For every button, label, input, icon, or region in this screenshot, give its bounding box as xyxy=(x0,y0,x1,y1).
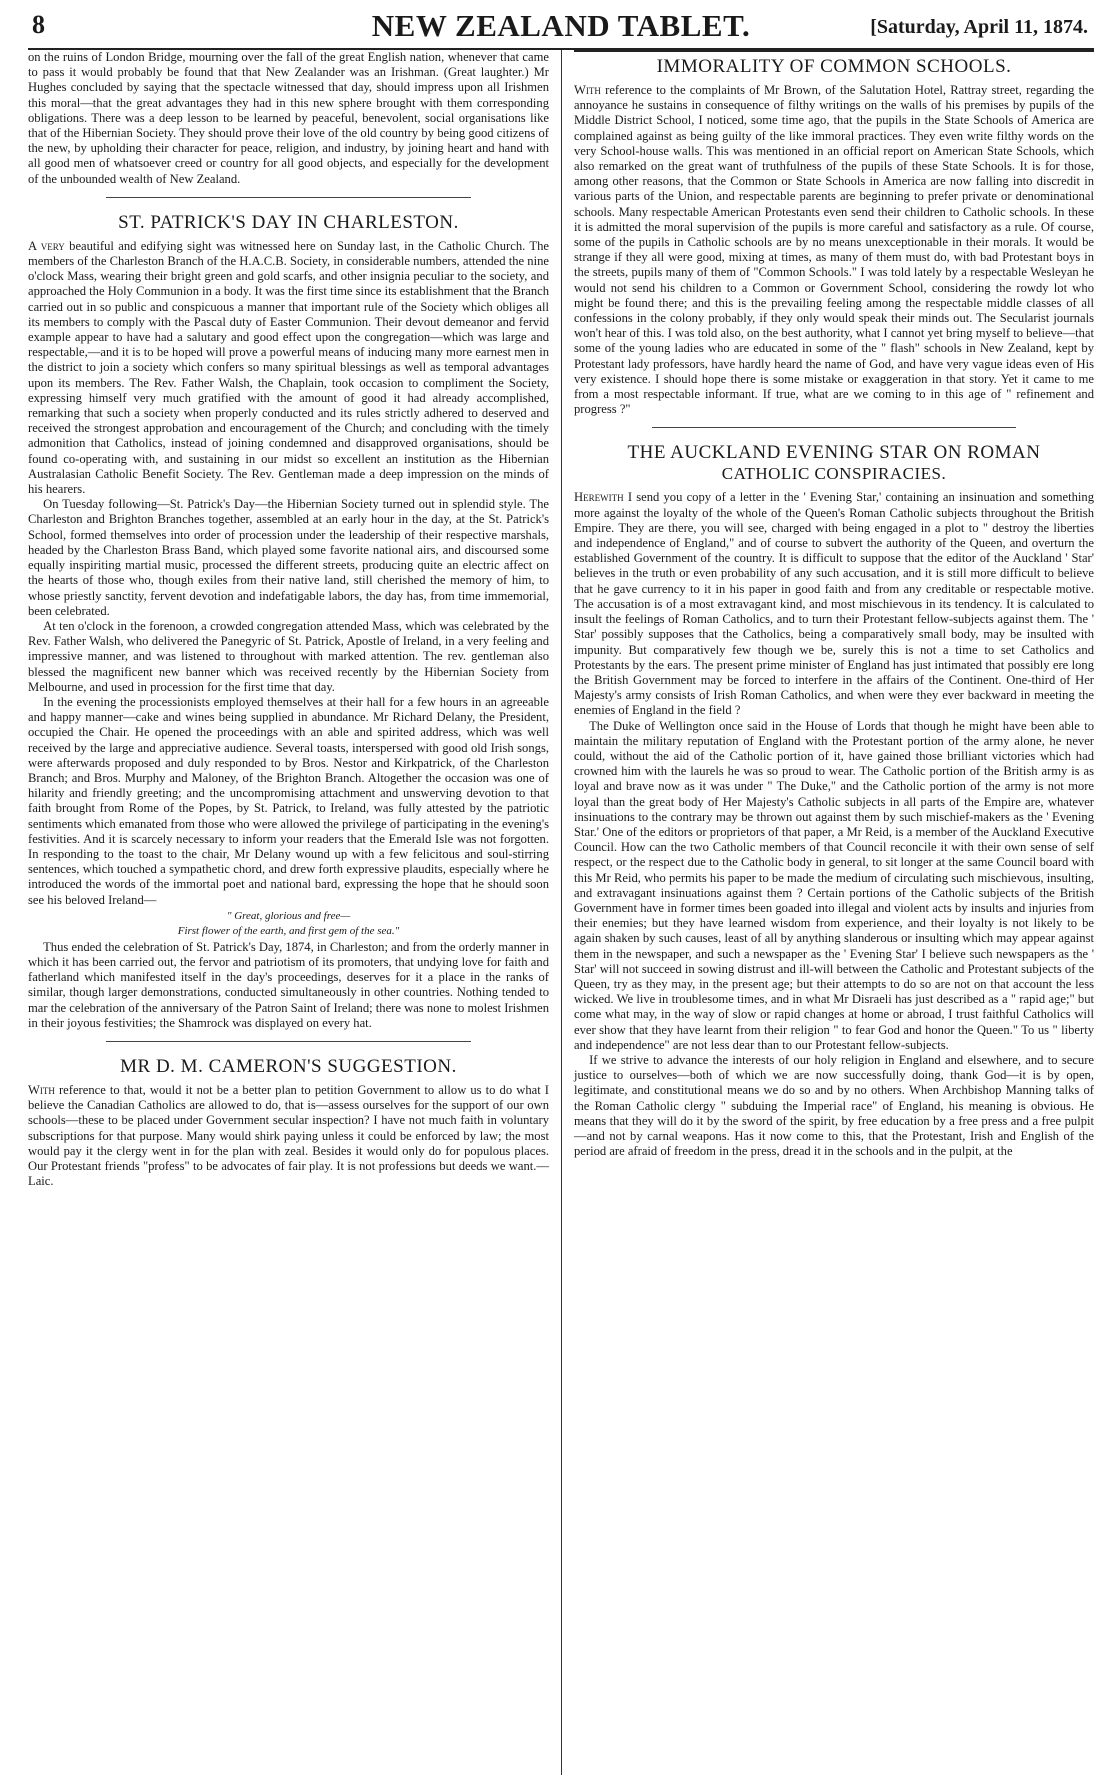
verse-line-2: First flower of the earth, and first gem of the sea." xyxy=(177,924,400,937)
st-patrick-paragraph-3: At ten o'clock in the forenoon, a crowded congregation attended Mass, which was celebrated by the Rev. Father Walsh, who delivered the Panegyric of St. Patrick, Apostle of Ireland, in a very feeling and impressive manner, and was listened to throughout with marked attention. The rev. gentleman also blessed the magnificent new banner which was received recently by the Hibernian Society from Melbourne, and used in procession for the first time that day. xyxy=(28,618,549,694)
immorality-paragraph xyxy=(574,83,1094,417)
cameron-paragraph xyxy=(28,1083,549,1189)
lead-words: Herewith xyxy=(574,490,624,505)
section-divider xyxy=(574,50,1094,52)
issue-date: [Saturday, April 11, 1874. xyxy=(870,16,1088,38)
section-divider xyxy=(106,197,471,198)
st-patrick-paragraph-2: On Tuesday following—St. Patrick's Day—the Hibernian Society turned out in splendid style. The Charleston and Brighton Branches together, assembled at an early hour in the day, at the St. Patrick's School, formed themselves into order of procession under the leadership of their respective marshals, headed by the Charleston Brass Band, which played some favorite national airs, and discoursed some equally inspiriting martial music, processed the different streets, producing quite an electric affect on the hearts of those who, though exiles from their native land, still cherished the memory of him, to whose priestly sanctity, fervent devotion and indefatigable labors, the day has, from time immemorial, been celebrated. xyxy=(28,497,549,618)
paragraph-text: reference to the complaints of Mr Brown, of the Salutation Hotel, Rattray street, regarding the annoyance he sustains in consequence of filthy writings on the walls of his premises by pupils of the Middle District School, I noticed, some time ago, that the pupils in the State Schools of America are complained against as being guilty of the like immoral practices. They even write filthy words on the very School-house walls. This was mentioned in an official report on American State Schools, which also remarked on the great want of truthfulness of the pupils of these State Schools. It is for those, among other reasons, that the Common or State Schools in America are now falling into discredit in various parts of the Union, and respectable parents are beginning to prefer private or denominational schools. Many respectable American Protestants even send their children to Catholic schools. In these it is admitted the moral supervision of the pupils is more careful and satisfactory as a rule. Of course, some of the pupils in Catholic schools are by no means unexceptionable in their morals. It would be strange if they all were good, mixing at times, as many of them must do, with bad Protestant boys in the streets, pupils many of them of "Common Schools." I was told lately by a respectable Wesleyan he would not send his children to a Common or Government School, considering the rowdy lot who might be found there; and this is the prevailing feeling among the respectable middle classes of all confessions in the colony probably, if they only would speak their minds out. The Secularist journals won't hear of this. I was told also, on the best authority, what I cannot yet bring myself to believe—that some of the young ladies who are educated in some of the " flash" schools in New Zealand, kept by Protestant lady professors, have hardly heard the name of God, and have very vague ideas even of His very existence. I should hope there is some mistake or exaggeration in that story. Yet it came to me from a most respectable informant. If true, what are we coming to in this age of " refinement and progress ?" xyxy=(574,83,1094,417)
paragraph-text: beautiful and edifying sight was witnessed here on Sunday last, in the Catholic Church. The members of the Charleston Branch of the H.A.C.B. Society, in considerable numbers, attended the nine o'clock Mass, wearing their bright green and gold scarfs, and other insignia peculiar to the society, and approached the Holy Communion in a body. It was the first time since its establishment that the Branch carried out in so public and conspicuous a manner that important rule of the Society which obliges all its members to comply with the Pascal duty of Easter Communion. Their devout demeanor and fervid example appear to have had a salutary and good effect upon the congregation—which was large and respectable,—and it is to be hoped will prove a powerful means of inducing many more earnest men in the district to join a society which confers so many spiritual blessings as well as temporal advantages upon its members. The Rev. Father Walsh, the Chaplain, took occasion to compliment the Society, expressing himself very much gratified with the amount of good it had already accomplished, remarking that such a society when properly conducted and its rules strictly adhered to deserved and received the strongest approbation and encouragement of the Church; and concluding with the timely admonition that Catholics, instead of joining condemned and disapproved organisations, should be found co-operating with, and sustaining in our midst so excellent an institution as the Hibernian Australasian Catholic Benefit Society. The Rev. Gentleman made a deep impression on the minds of his hearers. xyxy=(28,238,550,497)
auckland-paragraph-1 xyxy=(574,490,1094,718)
st-patrick-paragraph-4: In the evening the processionists employed themselves at their hall for a few hours in an agreeable and happy manner—cake and wines being supplied in abundance. Mr Richard Delany, the President, occupied the Chair. He opened the proceedings with an able and spirited address, which was well received by the large and appreciative audience. Several toasts, interspersed with good old Irish songs, were afterwards proposed and duly responded to by Bros. Nestor and Kirkpatrick, of the Charleston Branch; and Bros. Murphy and Maloney, of the Brighton Branch. Altogether the occasion was one of hilarity and friendly greeting; and the uncompromising attachment and unswerving devotion to that faith brought from Rome of the Popes, by St. Patrick, to Ireland, was fully attested by the patriotic sentiments which emanated from those who were allowed the privilege of participating in the evening's festivities. And it is scarcely necessary to inform your readers that the Emerald Isle was not forgotten. In responding to the toast to the chair, Mr Delany wound up with a few felicitous and soul-stirring sentences, which touched a sympathetic chord, and drew forth expressive plaudits, especially where he introduced the words of the immortal poet and national bard, expressing the hope that he should soon see his beloved Ireland— xyxy=(28,694,549,907)
st-patrick-paragraph-1 xyxy=(28,239,549,497)
auckland-heading-line-1: THE AUCKLAND EVENING STAR ON ROMAN xyxy=(627,442,1041,464)
immorality-heading: IMMORALITY OF COMMON SCHOOLS. xyxy=(656,56,1012,77)
auckland-heading-line-2: CATHOLIC CONSPIRACIES. xyxy=(721,464,947,484)
newspaper-title: NEW ZEALAND TABLET. xyxy=(371,8,751,43)
st-patrick-paragraph-5: Thus ended the celebration of St. Patrick's Day, 1874, in Charleston; and from the orderly manner in which it has been carried out, the fervor and patriotism of its promoters, that undying love for faith and fatherland which manifested itself in the day's proceedings, deserves for it a place in the ranks of similar, though larger demonstrations, conducted simultaneously in other countries. Nothing tended to mar the celebration of the anniversary of the Patron Saint of Ireland; there was none to molest Irishmen in their joyous festivities; the Shamrock was displayed on every hat. xyxy=(28,939,549,1030)
paragraph-text: I send you copy of a letter in the ' Evening Star,' containing an insinuation and something more against the loyalty of the whole of the Queen's Roman Catholic subjects throughout the British Empire. They are there, you will see, charged with being engaged in a plot to " destroy the liberties and independence of England," and of course to subvert the authority of the Queen, and overturn the established Government of the country. It is difficult to suppose that the editor of the Auckland ' Star' believes in the truth or even probability of any such accusation, and it is still more difficult to believe that he gave currency to it in his paper in good faith and from any creditable or respectable motive. The accusation is of a most extravagant kind, and most mischievous in its tendency. It is calculated to insult the feelings of Roman Catholics, and to turn their Protestant fellow-subjects against them. The ' Star' possibly supposes that the Catholics, being a comparatively small body, may be insulted with impunity. But comparatively few though we be, surely this is not a time to set Catholics and Protestants by the ears. The present prime minister of England has just intimated that possibly ere long the British Government may be forced to interfere in the affairs of the Continent. One-third of Her Majesty's army consists of Irish Roman Catholics, and when were they ever backward in meeting the enemies of England in the field ? xyxy=(574,490,1094,718)
lead-words: A very xyxy=(28,238,65,253)
masthead xyxy=(28,8,1094,50)
auckland-paragraph-3: If we strive to advance the interests of our holy religion in England and elsewhere, and to secure justice to ourselves—both of which we are now successfully doing, thank God—it is by open, legitimate, and constitutional means we do so and by no others. When Archbishop Manning talks of the Roman Catholic clergy " subduing the Imperial race" of England, his meaning is obvious. He means that they will do it by the sword of the spirit, by free education by a free press and a free pulpit—and not by carnal weapons. Has it now come to this, that the Protestant, Irish and English of the period are afraid of freedom in the press, dread it in the schools and in the pulpit, at the xyxy=(574,1052,1094,1159)
section-divider xyxy=(106,1041,471,1042)
left-column xyxy=(28,50,561,1775)
verse-line-1: " Great, glorious and free— xyxy=(226,909,351,922)
page-number: 8 xyxy=(32,10,45,39)
lead-words: With xyxy=(574,83,601,97)
right-column xyxy=(561,50,1094,1775)
section-divider xyxy=(652,427,1016,428)
continuation-paragraph: on the ruins of London Bridge, mourning over the fall of the great English nation, whenever that came to pass it would probably be found that that New Zealander was an Irishman. (Great laughter.) Mr Hughes concluded by saying that the spectacle witnessed that day, should impress upon all Irishmen this moral—that the great advantages they had in this new sphere brought with them corresponding obligations. There was a deep lesson to be learned by peaceful, benevolent, social organisations like that of the Hibernian Society. They should prove their love of the old country by being good citizens of the new, by upholding their character for peace, religion, and industry, by joining heart and hand with all good men of whatsoever creed or country for all good objects, and especially for the development of the unbounded wealth of New Zealand. xyxy=(28,50,549,186)
st-patrick-heading: ST. PATRICK'S DAY IN CHARLESTON. xyxy=(118,211,459,233)
auckland-paragraph-2: The Duke of Wellington once said in the House of Lords that though he might have been able to maintain the military reputation of England with the Protestant portion of the army alone, he never could, without the aid of the Catholic portion of it, have gained those brilliant victories which had crowned him with the laurels he was so proud to wear. The Catholic portion of the British army is as loyal and brave now as it was under " The Duke," and the Catholic portion of the army is not more loyal than the great body of Her Majesty's Catholic subjects in all parts of the Empire are, whatever insinuations to the contrary may be thrown out against them by such mischief-makers as the ' Evening Star.' One of the editors or proprietors of that paper, a Mr Reid, is a member of the Auckland Executive Council. How can the two Catholic members of that Council reconcile it with their own sense of self respect, or the respect due to the Catholic body in general, to sit longer at the same Council board with this Mr Reid, who permits his paper to be made the medium of circulating such mischievous, insulting, and extravagant insinuations against them ? Certain portions of the Catholic subjects of the British Government have in former times been goaded into illegal and violent acts by insults and injuries from their enemies; but they have learned wisdom from experience, and their loyalty is not likely to be again shaken by such causes, least of all by anything slanderous or insulting which may appear against them in the newspaper, and such a newspaper as the ' Evening Star' I believe such newspapers as the ' Star' will not succeed in sowing distrust and ill-will between the Catholic and Protestant subjects of the Queen, try as they may, in the present age; but their attempts to do so are not on that account the less wicked. We live in troublesome times, and in what Mr Disraeli has just described as a " rapid age;" but come what may, in the way of slow or rapid changes at home or abroad, I trust faithful Catholics will ever show that they have learnt from their religion " to fear God and honor the Queen." To us " liberty and independence" are not less dear than to our Protestant fellow-subjects. xyxy=(574,718,1094,1052)
columns xyxy=(28,50,1094,1775)
paragraph-text: reference to that, would it not be a better plan to petition Government to allow us to do what I believe the Canadian Catholics are allowed to do, that is—assess ourselves for the support of our own schools—these to be placed under Government secular inspection? I have not much faith in voluntary subscriptions for that purpose. Many would shirk paying unless it could be enforced by law; the most would pay it the clergy went in for the plan with zeal. Besides it would only do for populous places. Our Protestant friends "profess" to be advocates of fair play. It is not professions but deeds we want.—Laic. xyxy=(28,1082,549,1189)
cameron-heading: MR D. M. CAMERON'S SUGGESTION. xyxy=(120,1055,457,1077)
lead-words: With xyxy=(28,1082,55,1097)
